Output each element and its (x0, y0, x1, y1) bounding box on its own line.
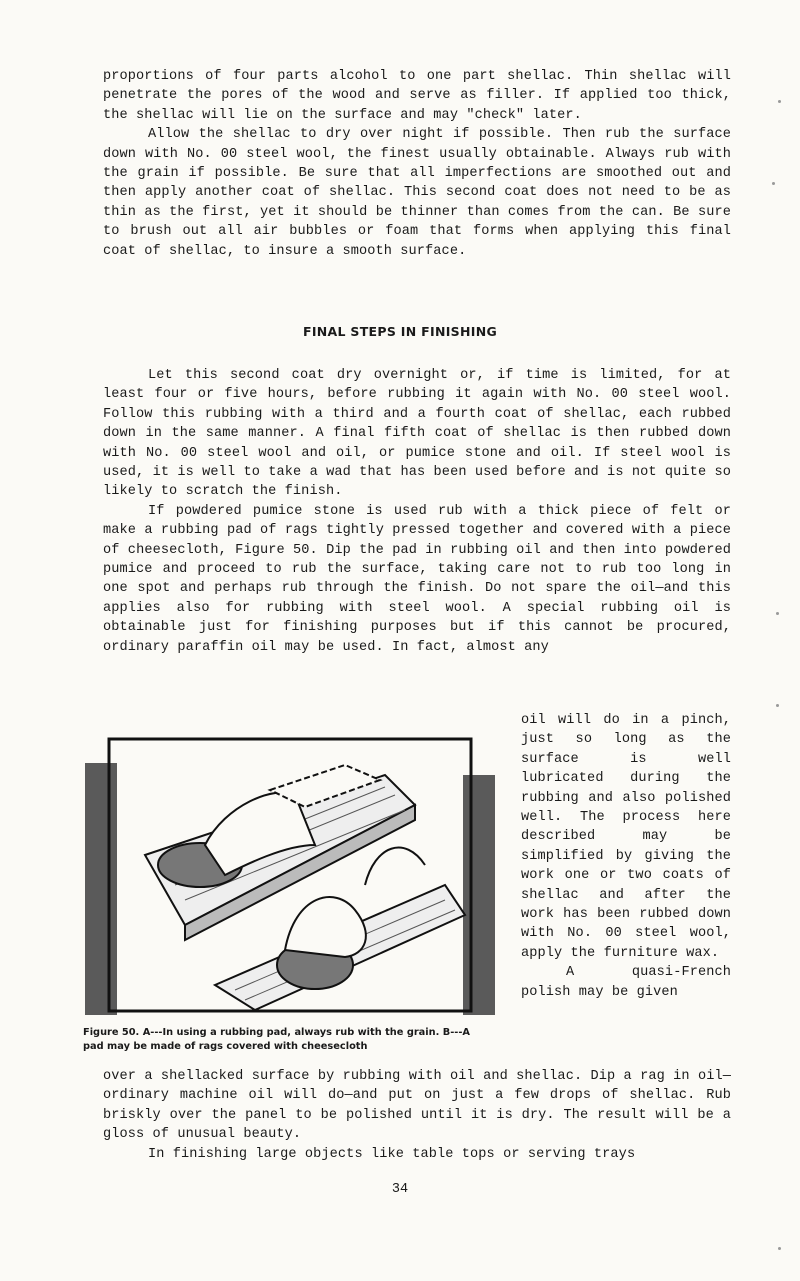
text-block-bottom (103, 1067, 731, 1164)
paragraph-continued: proportions of four parts alcohol to one part shellac. Thin shellac will penetrate the pores of the wood and serve as filler. If applied too thick, the shellac will lie on the surface and may "check" later. (103, 69, 731, 123)
paper-speck (778, 1247, 781, 1250)
text-block-top (103, 67, 731, 261)
paper-speck (772, 182, 775, 185)
figure-50-illustration (85, 735, 495, 1017)
paper-speck (776, 704, 779, 707)
paragraph-french-polish-start: A quasi-French polish may be given (521, 965, 731, 1000)
figure-caption: Figure 50. A---In using a rubbing pad, always rub with the grain. B---A pad may be made of rags covered with cheesecloth (83, 1027, 470, 1052)
text-column-right (521, 711, 731, 1002)
section-heading: FINAL STEPS IN FINISHING (302, 324, 498, 339)
paragraph-pumice: If powdered pumice stone is used rub with a thick piece of felt or make a rubbing pad of rags tightly pressed together and covered with a piece of cheesecloth, Figure 50. Dip the pad in rubbing oil and then into powdered pumice and proceed to rub the surface, taking care not to rub too long in one spot and perhaps rub through the finish. Do not spare the oil—and this applies also for rubbing with steel wool. A special rubbing oil is obtainable just for finishing purposes but if this cannot be procured, ordinary paraffin oil may be used. In fact, almost any (103, 503, 731, 655)
paragraph-oil-column: oil will do in a pinch, just so long as the surface is well lubricated during the rubbing and also polished well. The process here described may be simplified by giving the work one or two coats of shellac and after the work has been rubbed down with No. 00 steel wool, apply the furniture wax. (521, 713, 731, 961)
paragraph-second-coat: Let this second coat dry overnight or, if time is limited, for at least four or five hours, before rubbing it again with No. 00 steel wool. Follow this rubbing with a third and a fourth coat of shellac, each rubbed down in the same manner. A final fifth coat of shellac is then rubbed down with No. 00 steel wool and oil, or pumice stone and oil. If steel wool is used, it is well to take a wad that has been used before and is not quite so likely to scratch the finish. (103, 368, 731, 500)
paper-speck (778, 100, 781, 103)
page-number: 34 (391, 1182, 409, 1197)
paragraph-shellac-dry: Allow the shellac to dry over night if possible. Then rub the surface down with No. 00 steel wool, the finest usually obtainable. Always rub with the grain if possible. Be sure that all imperfections are smoothed out and then apply another coat of shellac. This second coat does not need to be as thin as the first, yet it should be thinner than comes from the can. Be sure to brush out all air bubbles or foam that forms when applying this final coat of shellac, to insure a smooth surface. (103, 127, 731, 259)
paragraph-french-polish: over a shellacked surface by rubbing with oil and shellac. Dip a rag in oil—ordinary machine oil will do—and put on just a few drops of shellac. Rub briskly over the panel to be polished until it is dry. The result will be a gloss of unusual beauty. (103, 1069, 731, 1143)
text-block-middle (103, 366, 731, 657)
paper-speck (776, 612, 779, 615)
paragraph-large-objects: In finishing large objects like table tops or serving trays (148, 1146, 636, 1162)
